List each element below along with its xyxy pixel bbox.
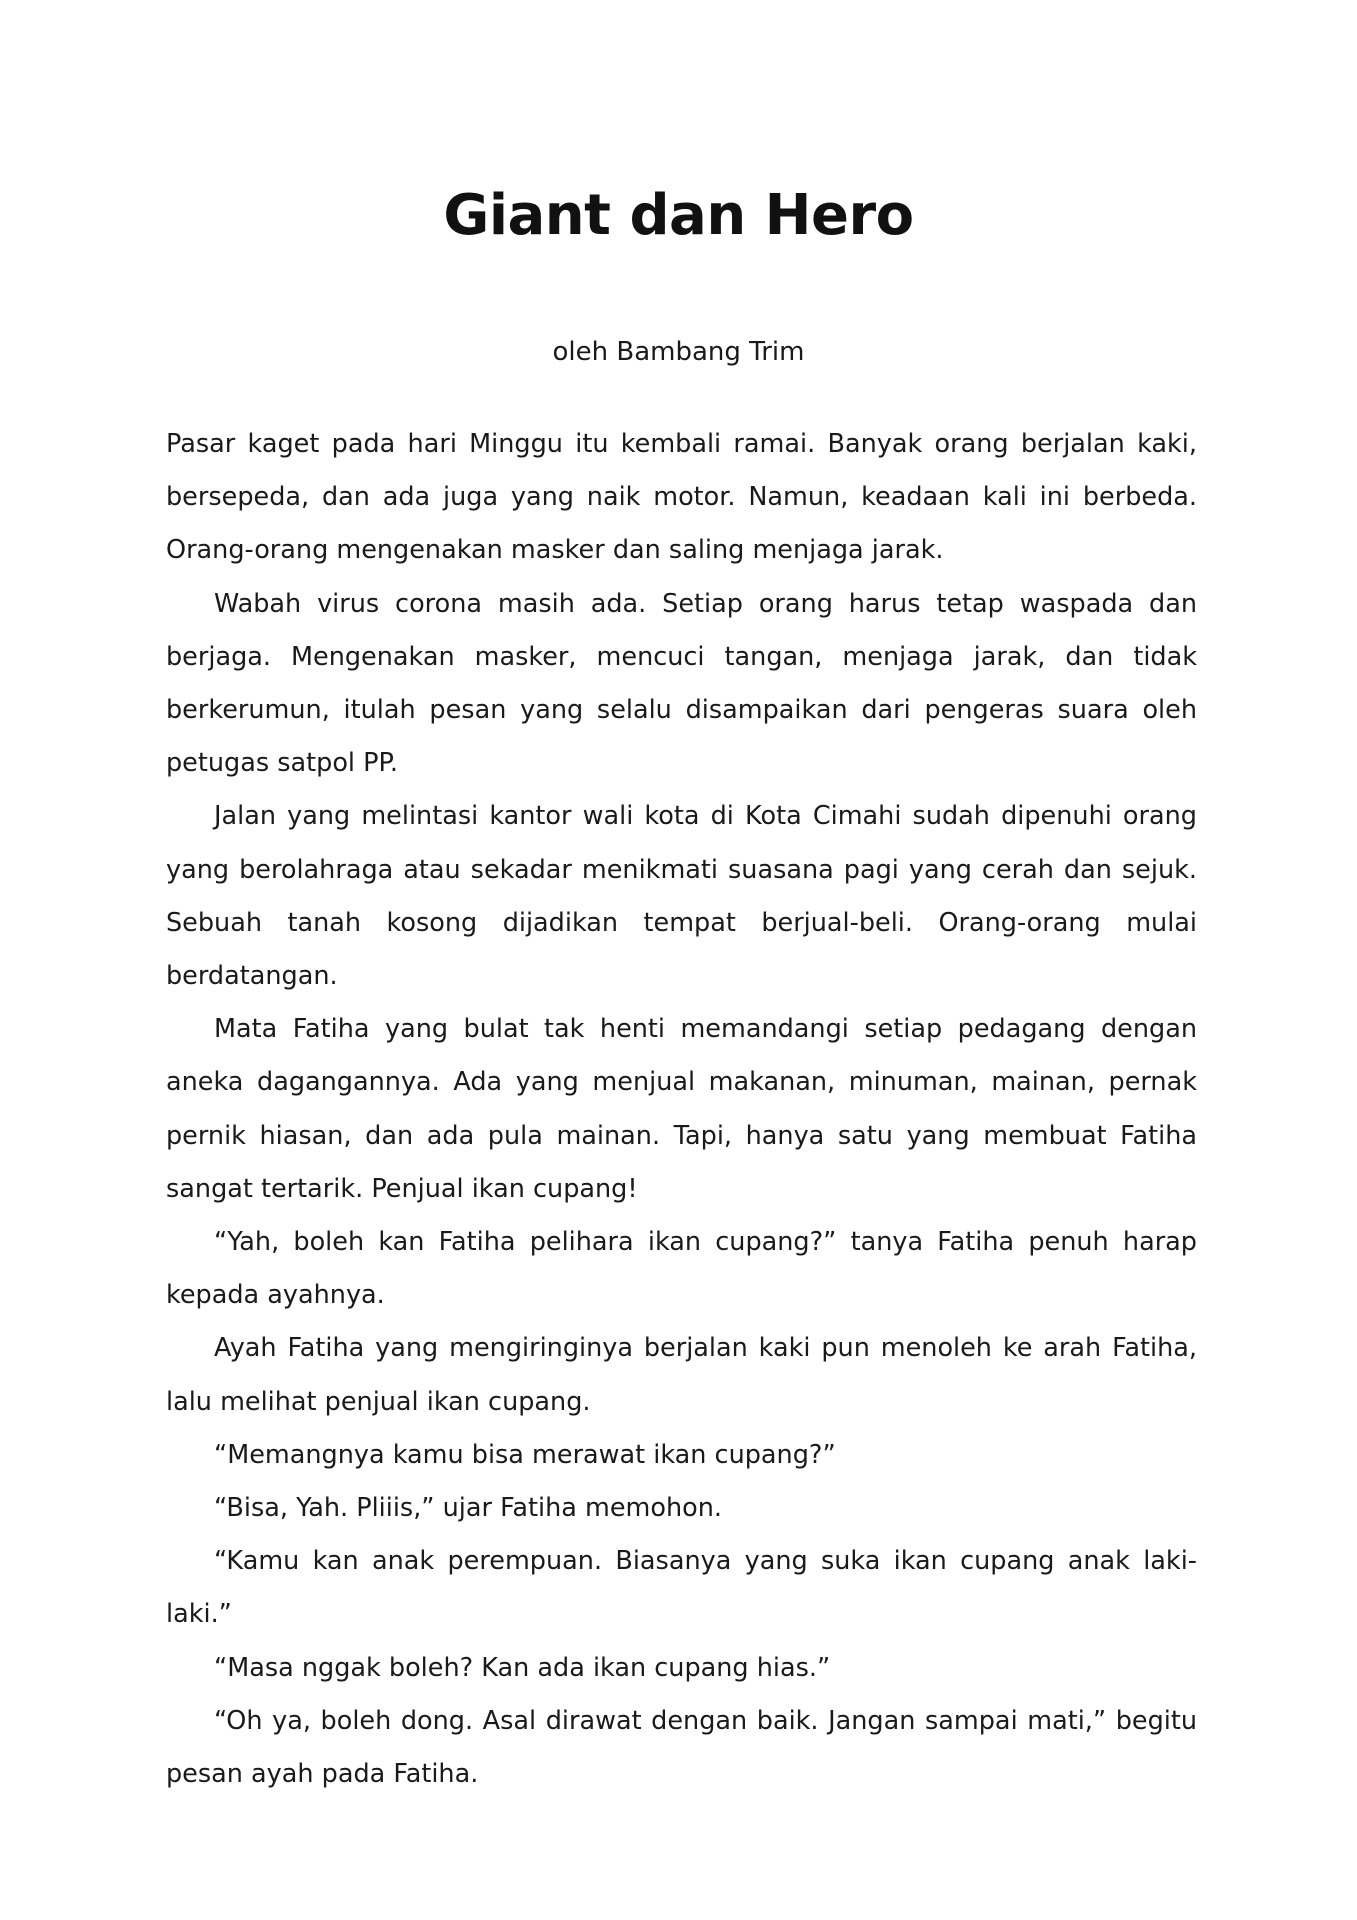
story-title: Giant dan Hero [443,183,914,248]
paragraph: Pasar kaget pada hari Minggu itu kembali ramai. Banyak orang berjalan kaki, bersepeda, dan ada juga yang naik motor. Namun, keadaan kali ini berbeda. Orang-orang mengenakan masker dan saling menjaga jarak. [166,429,1197,566]
paragraph: “Kamu kan anak perempuan. Biasanya yang suka ikan cupang anak laki-laki.” [166,1546,1197,1630]
paragraph: Wabah virus corona masih ada. Setiap orang harus tetap waspada dan berjaga. Mengenakan masker, mencuci tangan, menjaga jarak, dan tidak berkerumun, itulah pesan yang selalu disampaikan dari pengeras suara oleh petugas satpol PP. [166,588,1197,779]
paragraph: Mata Fatiha yang bulat tak henti memandangi setiap pedagang dengan aneka dagangannya. Ada yang menjual makanan, minuman, mainan, pernak pernik hiasan, dan ada pula mainan. Tapi, hanya satu yang membuat Fatiha sangat tertarik. Penjual ikan cupang! [166,1014,1197,1204]
paragraph: Jalan yang melintasi kantor wali kota di Kota Cimahi sudah dipenuhi orang yang berolahraga atau sekadar menikmati suasana pagi yang cerah dan sejuk. Sebuah tanah kosong dijadikan tempat berjual-beli. Orang-orang mulai berdatangan. [166,801,1197,992]
paragraph: Ayah Fatiha yang mengiringinya berjalan kaki pun menoleh ke arah Fatiha, lalu melihat penjual ikan cupang. [166,1333,1197,1417]
paragraph: “Yah, boleh kan Fatiha pelihara ikan cupang?” tanya Fatiha penuh harap kepada ayahnya. [166,1227,1197,1311]
paragraph: “Oh ya, boleh dong. Asal dirawat dengan baik. Jangan sampai mati,” begitu pesan ayah pada Fatiha. [166,1705,1197,1790]
story-body [166,418,1197,1801]
paragraph: “Memangnya kamu bisa merawat ikan cupang?” [214,1439,836,1470]
author-byline: oleh Bambang Trim [552,337,805,367]
paragraph: “Masa nggak boleh? Kan ada ikan cupang hias.” [214,1652,831,1683]
paragraph: “Bisa, Yah. Pliiis,” ujar Fatiha memohon. [214,1493,723,1524]
